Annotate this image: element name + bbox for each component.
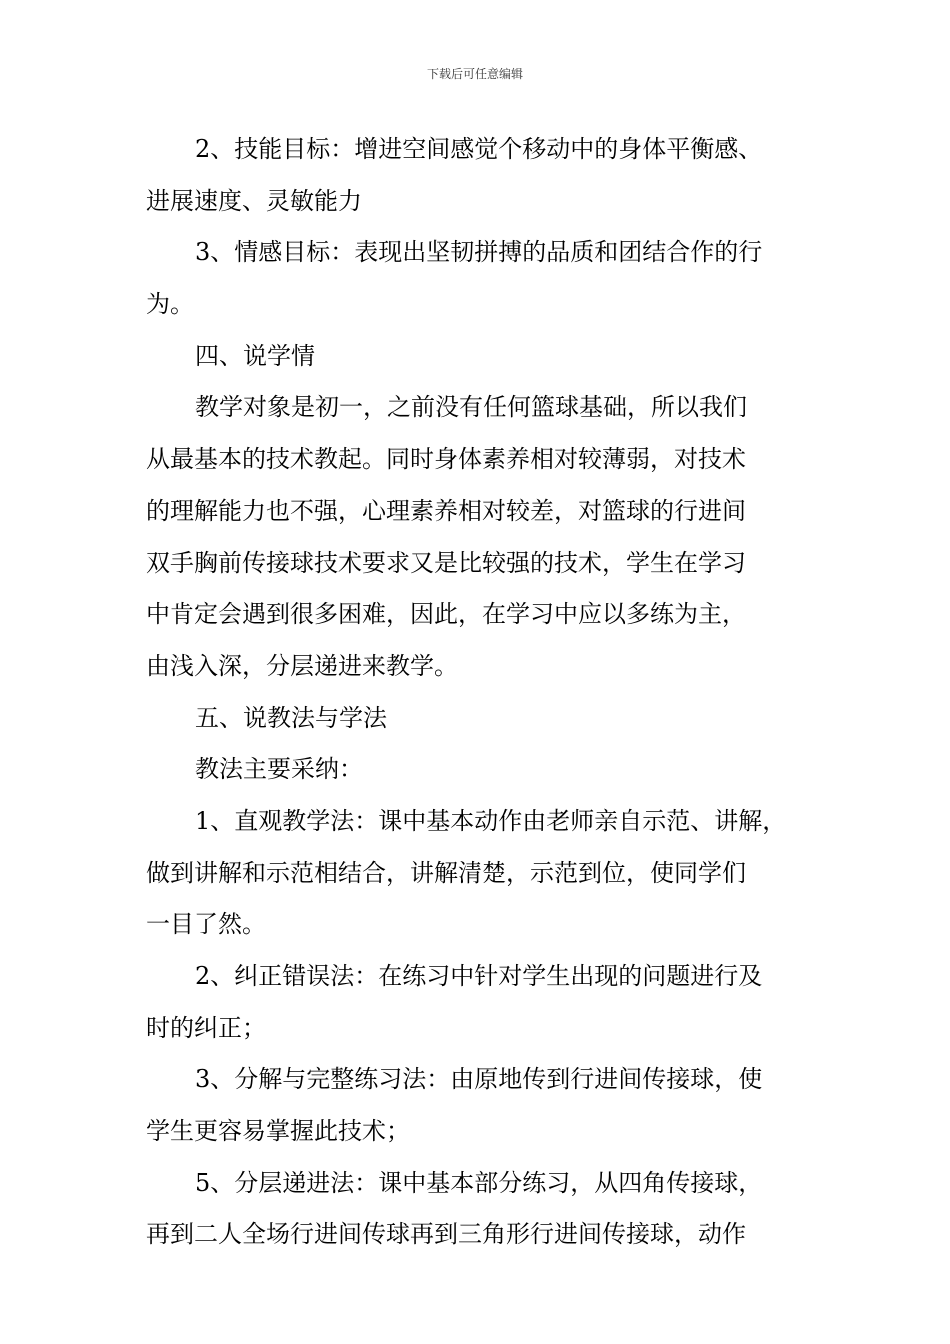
text-line: 5、分层递进法：课中基本部分练习，从四角传接球，: [195, 1168, 763, 1197]
text-line: 为。: [146, 290, 194, 319]
text-line: 进展速度、灵敏能力: [146, 186, 362, 215]
text-line: 2、技能目标：增进空间感觉个移动中的身体平衡感、: [195, 135, 763, 163]
text-line: 一目了然。: [146, 910, 266, 939]
text-line: 1、直观教学法：课中基本动作由老师亲自示范、讲解，: [195, 806, 787, 835]
text-line: 双手胸前传接球技术要求又是比较强的技术，学生在学习: [146, 548, 746, 577]
text-line: 3、分解与完整练习法：由原地传到行进间传接球，使: [195, 1065, 763, 1094]
text-line: 做到讲解和示范相结合，讲解清楚，示范到位，使同学们: [146, 858, 746, 887]
text-line: 3、情感目标：表现出坚韧拼搏的品质和团结合作的行: [195, 238, 763, 267]
text-line: 再到二人全场行进间传球再到三角形行进间传接球，动作: [146, 1220, 746, 1249]
text-line: 的理解能力也不强，心理素养相对较差，对篮球的行进间: [146, 496, 746, 525]
text-line: 由浅入深，分层递进来教学。: [146, 651, 458, 680]
text-line: 教法主要采纳：: [195, 755, 363, 784]
section-heading: 四、说学情: [195, 341, 315, 370]
text-line: 学生更容易掌握此技术；: [146, 1117, 410, 1146]
text-line: 时的纠正；: [146, 1013, 266, 1042]
text-line: 2、纠正错误法：在练习中针对学生出现的问题进行及: [195, 962, 763, 990]
text-line: 中肯定会遇到很多困难，因此，在学习中应以多练为主，: [146, 600, 746, 629]
text-line: 教学对象是初一，之前没有任何篮球基础，所以我们: [195, 393, 747, 422]
text-line: 从最基本的技术教起。同时身体素养相对较薄弱，对技术: [146, 445, 746, 474]
page-header: 下载后可任意编辑: [426, 67, 523, 81]
section-heading: 五、说教法与学法: [195, 703, 387, 732]
document-body: [146, 129, 816, 1266]
